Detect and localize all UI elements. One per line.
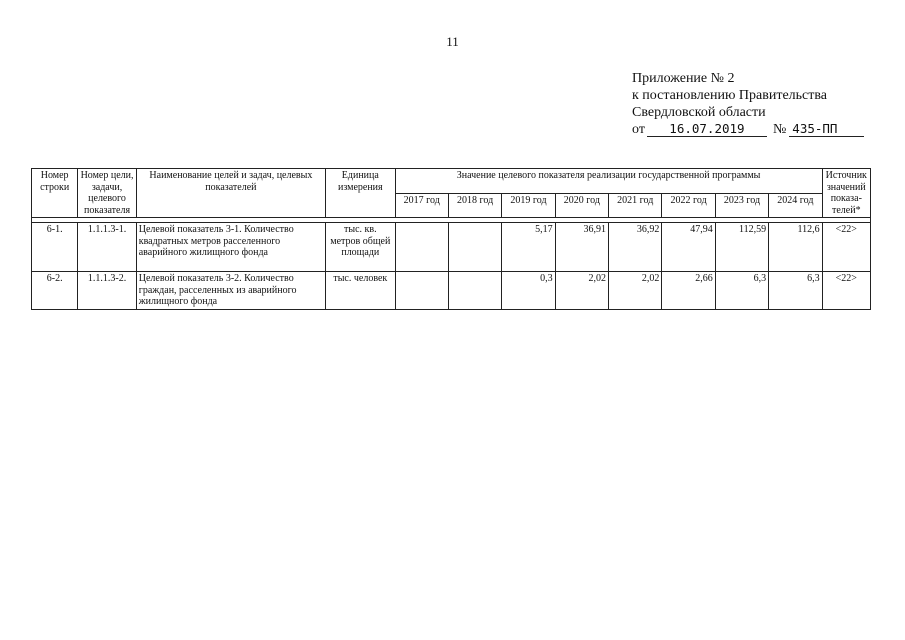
value-cell xyxy=(395,272,448,310)
value-cell: 6,3 xyxy=(769,272,822,310)
appendix-block xyxy=(632,70,892,138)
appendix-region: Свердловской области xyxy=(632,105,766,120)
indicator-name: Целевой показатель 3-1. Количество квадратных метров расселенного аварийного жилищного фонда xyxy=(136,223,325,272)
resolution-number: 435-ПП xyxy=(789,122,864,137)
header-year: 2018 год xyxy=(448,193,501,218)
header-year: 2020 год xyxy=(555,193,608,218)
header-values-group: Значение целевого показателя реализации государственной программы xyxy=(395,169,822,194)
appendix-resolution: к постановлению Правительства xyxy=(632,88,828,103)
indicator-name: Целевой показатель 3-2. Количество граждан, расселенных из аварийного жилищного фонда xyxy=(136,272,325,310)
appendix-title: Приложение № 2 xyxy=(632,71,735,86)
unit: тыс. человек xyxy=(326,272,395,310)
header-year: 2024 год xyxy=(769,193,822,218)
indicators-table xyxy=(31,168,871,310)
value-cell: 2,02 xyxy=(555,272,608,310)
goal-number: 1.1.1.3-1. xyxy=(78,223,136,272)
page-number: 11 xyxy=(446,34,459,49)
header-year: 2019 год xyxy=(502,193,555,218)
number-prefix: № xyxy=(772,122,787,137)
table-row xyxy=(32,272,871,310)
value-cell: 5,17 xyxy=(502,223,555,272)
header-row-number: Номер строки xyxy=(32,169,78,218)
value-cell: 36,91 xyxy=(555,223,608,272)
value-cell xyxy=(395,223,448,272)
header-year: 2017 год xyxy=(395,193,448,218)
header-year: 2022 год xyxy=(662,193,715,218)
header-goal-number: Номер цели, задачи, целевого показателя xyxy=(78,169,136,218)
unit: тыс. кв. метров общей площади xyxy=(326,223,395,272)
appendix-date-row xyxy=(632,121,892,138)
header-sources: Источник значений показа- телей* xyxy=(822,169,870,218)
value-cell: 36,92 xyxy=(609,223,662,272)
header-year: 2023 год xyxy=(715,193,768,218)
value-cell: 112,59 xyxy=(715,223,768,272)
header-year: 2021 год xyxy=(609,193,662,218)
row-number: 6-2. xyxy=(32,272,78,310)
date-prefix: от xyxy=(632,122,645,137)
value-cell: 2,02 xyxy=(609,272,662,310)
row-number: 6-1. xyxy=(32,223,78,272)
value-cell xyxy=(448,223,501,272)
value-cell: 47,94 xyxy=(662,223,715,272)
value-cell: 6,3 xyxy=(715,272,768,310)
header-unit: Единица измерения xyxy=(326,169,395,218)
goal-number: 1.1.1.3-2. xyxy=(78,272,136,310)
value-cell: 2,66 xyxy=(662,272,715,310)
header-name: Наименование целей и задач, целевых показателей xyxy=(136,169,325,218)
table-row xyxy=(32,223,871,272)
source-cell: <22> xyxy=(822,223,870,272)
source-cell: <22> xyxy=(822,272,870,310)
resolution-date: 16.07.2019 xyxy=(647,122,767,137)
value-cell xyxy=(448,272,501,310)
value-cell: 112,6 xyxy=(769,223,822,272)
value-cell: 0,3 xyxy=(502,272,555,310)
